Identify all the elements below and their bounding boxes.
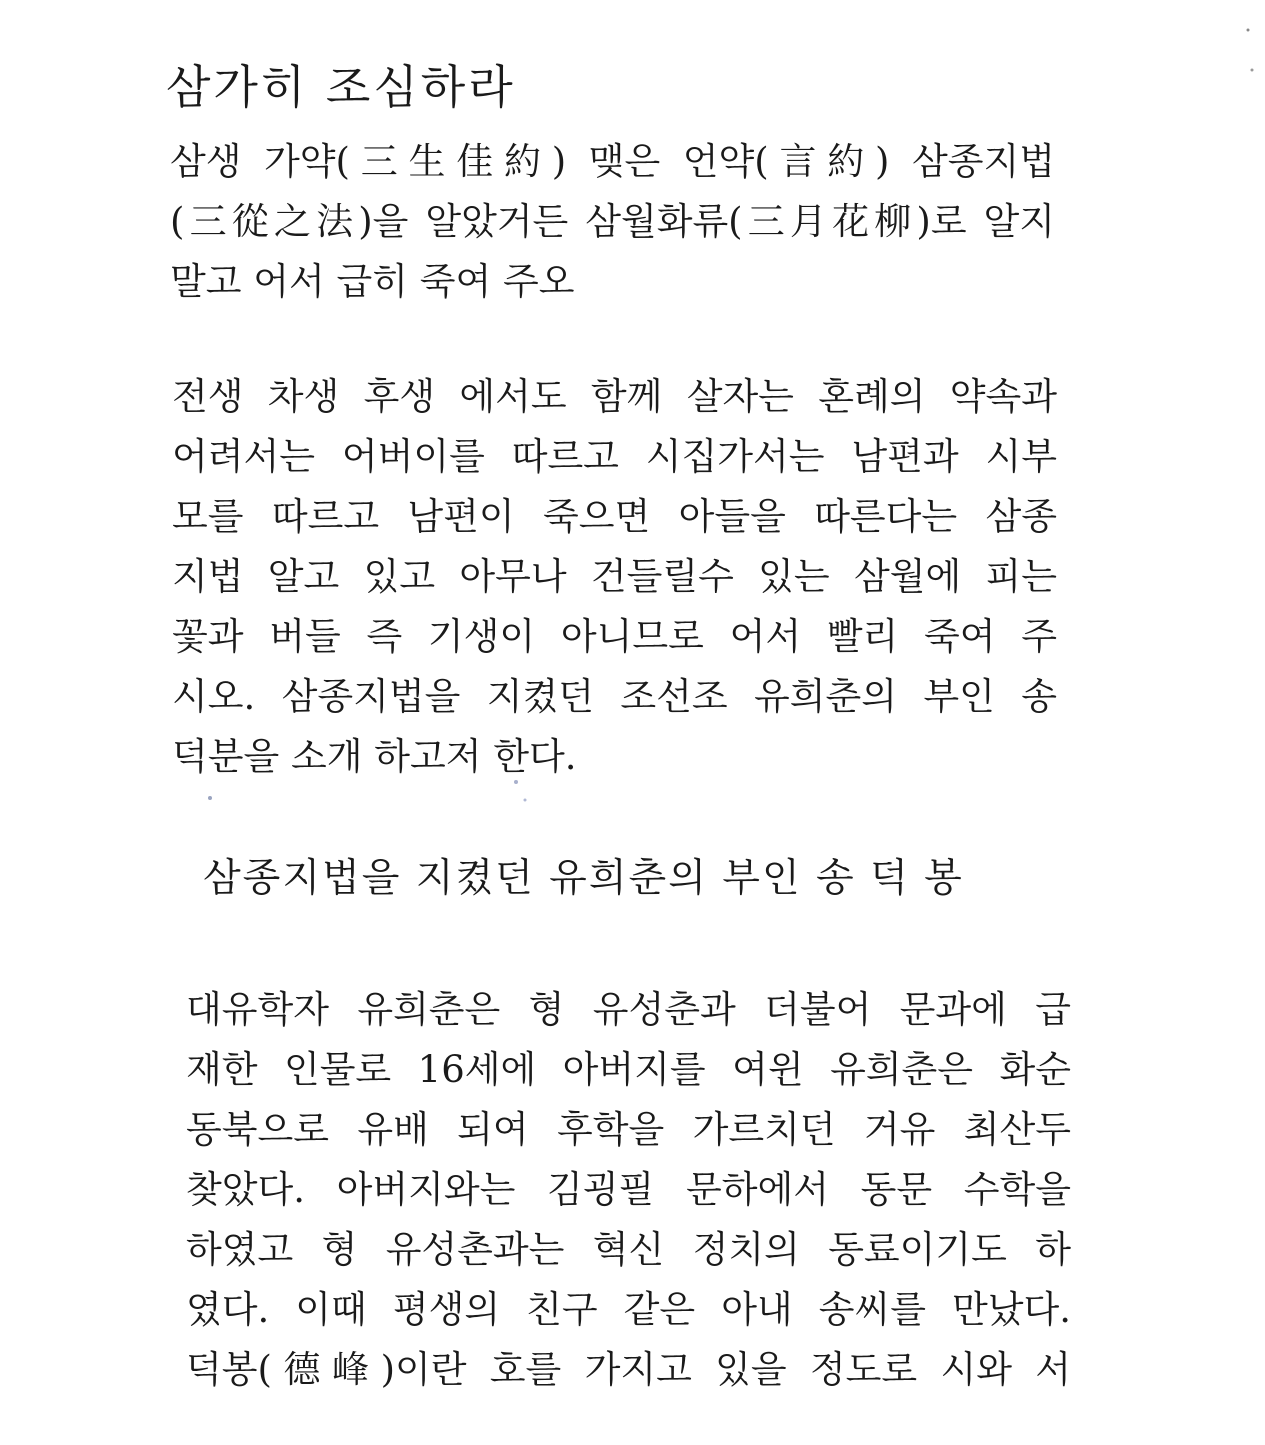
paragraph-2-line-6: 였다. 이때 평생의 친구 같은 아내 송씨를 만났다. <box>186 1288 1071 1331</box>
scan-speck <box>524 799 527 802</box>
paragraph-2-line-3: 동북으로 유배 되여 후학을 가르치던 거유 최산두 <box>186 1108 1071 1151</box>
scan-speck <box>208 796 212 800</box>
intro-line-3: 말고 어서 급히 죽여 주오 <box>170 260 575 303</box>
intro-line-2: (三從之法)을 알았거든 삼월화류(三月花柳)로 알지 <box>170 200 1055 243</box>
paragraph-1-line-4: 지법 알고 있고 아무나 건들릴수 있는 삼월에 피는 <box>172 555 1057 598</box>
paragraph-1-line-2: 어려서는 어버이를 따르고 시집가서는 남편과 시부 <box>172 435 1057 478</box>
intro-line-1: 삼생 가약(三生佳約) 맺은 언약(言約) 삼종지법 <box>170 140 1055 183</box>
paragraph-2-line-1: 대유학자 유희춘은 형 유성춘과 더불어 문과에 급 <box>186 988 1071 1031</box>
paragraph-2-line-5: 하였고 형 유성촌과는 혁신 정치의 동료이기도 하 <box>186 1228 1071 1271</box>
paragraph-2-line-2: 재한 인물로 16세에 아버지를 여윈 유희춘은 화순 <box>186 1048 1071 1091</box>
scan-speck <box>1251 69 1254 72</box>
section-heading: 삼종지법을 지켰던 유희춘의 부인 송 덕 봉 <box>203 856 964 901</box>
paragraph-2-line-7: 덕봉(德峰)이란 호를 가지고 있을 정도로 시와 서 <box>186 1348 1071 1391</box>
paragraph-1-line-3: 모를 따르고 남편이 죽으면 아들을 따른다는 삼종 <box>172 495 1057 538</box>
paragraph-1-line-6: 시오. 삼종지법을 지켰던 조선조 유희춘의 부인 송 <box>172 675 1057 718</box>
scan-speck <box>1247 29 1250 32</box>
paragraph-1-line-5: 꽃과 버들 즉 기생이 아니므로 어서 빨리 죽여 주 <box>172 615 1057 658</box>
paragraph-1-line-7: 덕분을 소개 하고저 한다. <box>172 735 577 778</box>
paragraph-2-line-4: 찾았다. 아버지와는 김굉필 문하에서 동문 수학을 <box>186 1168 1072 1211</box>
paragraph-1-line-1: 전생 차생 후생 에서도 함께 살자는 혼례의 약속과 <box>172 375 1057 418</box>
page-title: 삼가히 조심하라 <box>166 60 516 114</box>
